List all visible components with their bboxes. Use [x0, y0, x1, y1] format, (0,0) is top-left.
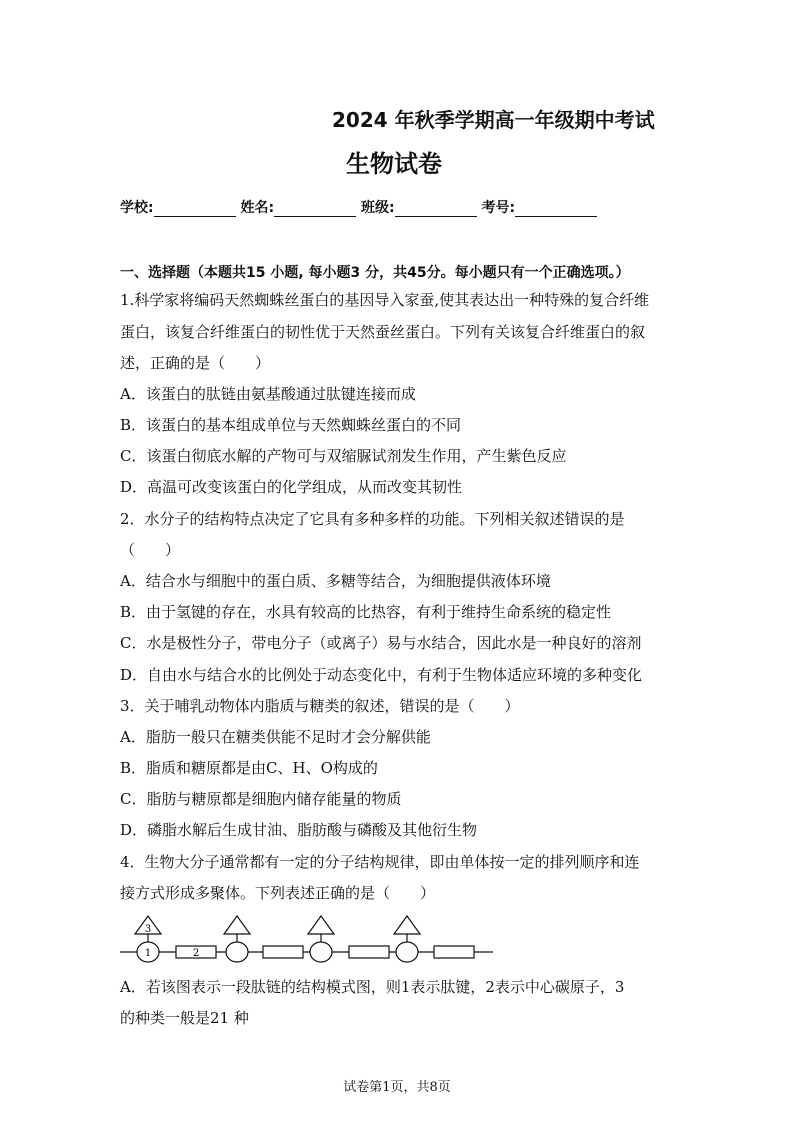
option-line: 的种类一般是21 种 [120, 1009, 249, 1027]
option-line: A．若该图表示一段肽链的结构模式图，则1表示肽键，2表示中心碳原子，3 [120, 978, 625, 996]
polymer-chain-diagram [118, 914, 498, 966]
school-label: 学校: [120, 200, 154, 216]
option-line: B．脂质和糖原都是由C、H、O构成的 [120, 759, 378, 777]
option-line: C．水是极性分子，带电分子（或离子）易与水结合，因此水是一种良好的溶剂 [120, 634, 642, 652]
diagram-label-3: 3 [144, 924, 152, 935]
diagram-label-2: 2 [192, 948, 200, 959]
number-label: 考号: [481, 200, 516, 216]
question-line: 3．关于哺乳动物体内脂质与糖类的叙述，错误的是（ ） [120, 697, 520, 715]
question-line: （ ） [120, 541, 181, 559]
option-line: A．结合水与细胞中的蛋白质、多糖等结合，为细胞提供液体环境 [120, 572, 551, 590]
school-blank[interactable] [154, 202, 236, 217]
number-blank[interactable] [515, 202, 597, 217]
question-line: 蛋白，该复合纤维蛋白的韧性优于天然蚕丝蛋白。下列有关该复合纤维蛋白的叙 [120, 323, 646, 341]
option-line: C．该蛋白彻底水解的产物可与双缩脲试剂发生作用，产生紫色反应 [120, 447, 567, 465]
option-line: D．磷脂水解后生成甘油、脂肪酸与磷酸及其他衍生物 [120, 821, 478, 839]
question-line: 1.科学家将编码天然蜘蛛丝蛋白的基因导入家蚕,使其表达出一种特殊的复合纤维 [120, 291, 650, 309]
page-footer: 试卷第1页，共8页 [343, 1080, 451, 1095]
class-blank[interactable] [395, 202, 477, 217]
option-line: B．由于氢键的存在，水具有较高的比热容，有利于维持生命系统的稳定性 [120, 603, 612, 621]
option-line: A．脂肪一般只在糖类供能不足时才会分解供能 [120, 728, 431, 746]
name-blank[interactable] [274, 202, 356, 217]
class-label: 班级: [360, 200, 395, 216]
option-line: C．脂肪与糖原都是细胞内储存能量的物质 [120, 790, 402, 808]
question-line: 接方式形成多聚体。下列表述正确的是（ ） [120, 884, 436, 902]
name-label: 姓名: [240, 200, 275, 216]
option-line: B．该蛋白的基本组成单位与天然蜘蛛丝蛋白的不同 [120, 416, 462, 434]
option-line: D．自由水与结合水的比例处于动态变化中，有利于生物体适应环境的多种变化 [120, 666, 643, 684]
option-line: D．高温可改变该蛋白的化学组成，从而改变其韧性 [120, 478, 463, 496]
exam-title: 2024 年秋季学期高一年级期中考试 [332, 108, 655, 132]
question-line: 2．水分子的结构特点决定了它具有多种多样的功能。下列相关叙述错误的是 [120, 510, 625, 528]
option-line: A．该蛋白的肽链由氨基酸通过肽键连接而成 [120, 385, 416, 403]
section-header: 一、选择题（本题共15 小题, 每小题3 分，共45分。每小题只有一个正确选项。） [120, 265, 630, 281]
question-line: 述，正确的是（ ） [120, 354, 271, 372]
student-info-row [120, 197, 597, 217]
question-line: 4．生物大分子通常都有一定的分子结构规律，即由单体按一定的排列顺序和连 [120, 853, 640, 871]
exam-subtitle: 生物试卷 [346, 150, 442, 178]
diagram-label-1: 1 [144, 948, 152, 959]
